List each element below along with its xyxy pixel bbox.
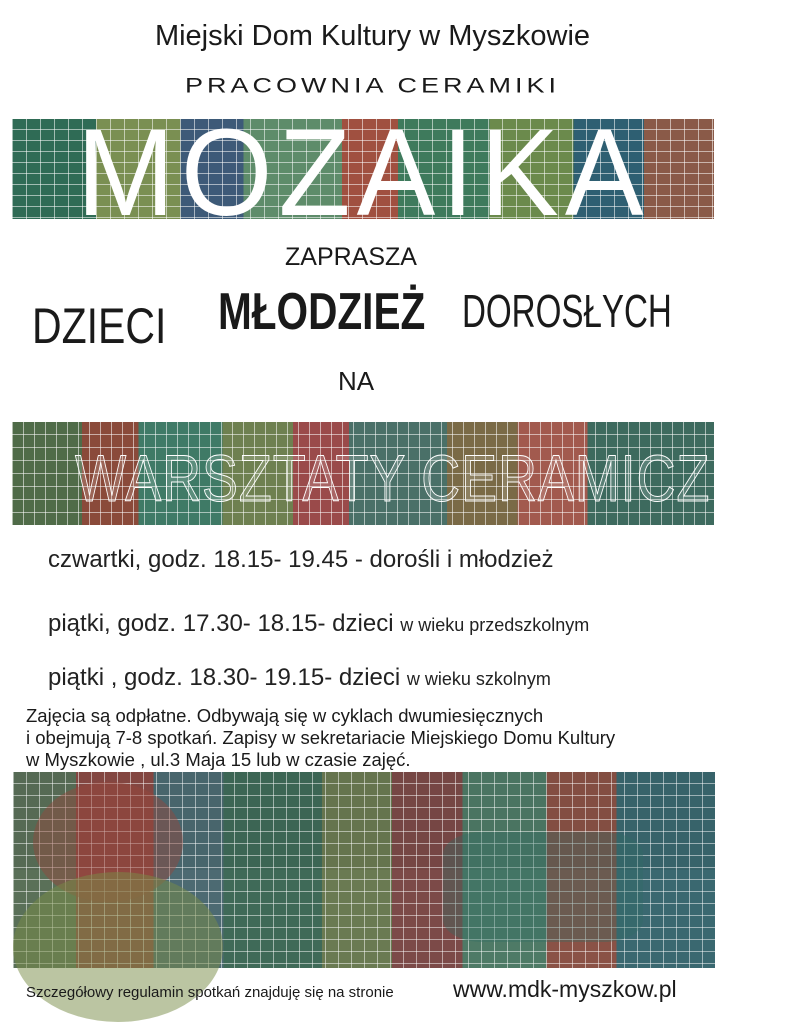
- website-link[interactable]: www.mdk-myszkow.pl: [453, 976, 677, 1002]
- group-children: DZIECI: [32, 298, 167, 354]
- banner-title: MOZAIKA: [76, 103, 650, 243]
- schedule-main: piątki , godz. 18.30- 19.15- dzieci: [48, 664, 401, 691]
- info-line: i obejmują 7-8 spotkań. Zapisy w sekretariacie Miejskiego Domu Kultury: [26, 727, 616, 748]
- institution-name: Miejski Dom Kultury w Myszkowie: [154, 20, 591, 52]
- footer-note: Szczegółowy regulamin spotkań znajduję się na stronie: [26, 984, 394, 1001]
- group-youth: MŁODZIEŻ: [218, 283, 426, 341]
- invites-text: ZAPRASZA: [285, 243, 417, 271]
- schedule-main: piątki, godz. 17.30- 18.15- dzieci: [48, 610, 394, 637]
- to-text: NA: [338, 366, 375, 396]
- studio-name: PRACOWNIA CERAMIKI: [184, 73, 561, 98]
- workshop-banner: [12, 422, 787, 525]
- info-line: w Myszkowie , ul.3 Maja 15 lub w czasie zajęć.: [26, 749, 411, 770]
- schedule-main: czwartki, godz. 18.15- 19.45 - dorośli i młodzież: [48, 546, 554, 573]
- workshop-title: WARSZTATY CERAMICZNE: [75, 441, 787, 515]
- group-adults: DOROSŁYCH: [462, 285, 672, 337]
- schedule-row: [48, 546, 554, 574]
- mozaika-banner: [12, 103, 714, 243]
- schedule-extra: w wieku szkolnym: [406, 669, 551, 689]
- info-line: Zajęcia są odpłatne. Odbywają się w cyklach dwumiesięcznych: [26, 705, 544, 726]
- schedule-row: [48, 664, 551, 692]
- mosaic-image: [13, 772, 715, 968]
- schedule-row: [48, 610, 589, 638]
- info-text: [26, 705, 615, 771]
- schedule-extra: w wieku przedszkolnym: [400, 615, 590, 635]
- mosaic-teal-shape: [443, 832, 643, 942]
